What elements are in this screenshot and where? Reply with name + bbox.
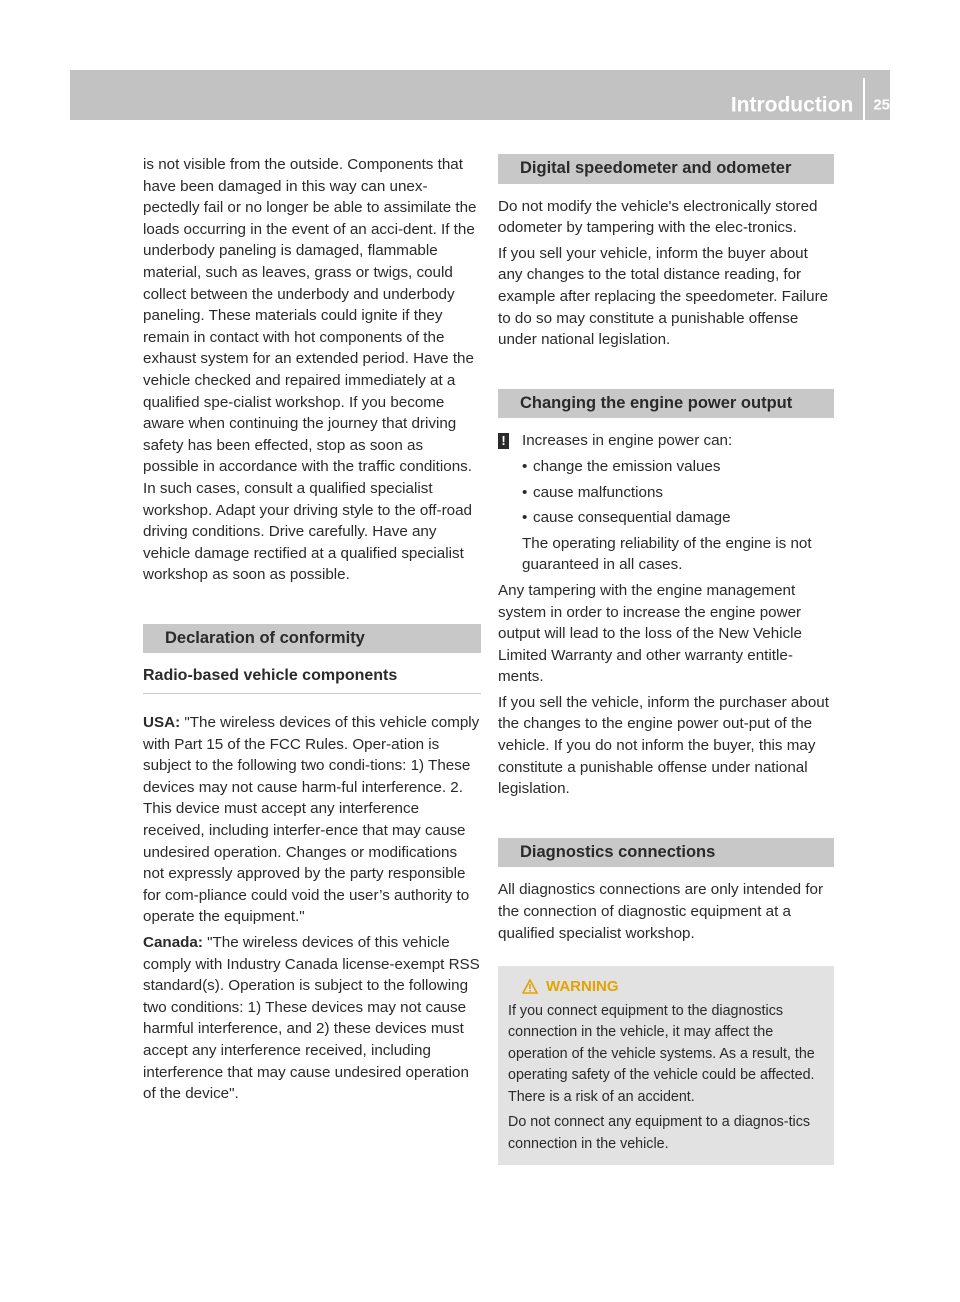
canada-text: "The wireless devices of this vehicle comply with Industry Canada license-exempt RSS standard(s). Operation is subject to the following two conditions: 1) These devices may not cause harmful interference, and 2) these devices must accept any interference received, including interference that may cause undesired operation of the device". [143, 934, 480, 1103]
declaration-heading: Declaration of conformity [143, 624, 481, 654]
engine-note [498, 430, 834, 452]
header-separator [863, 78, 865, 122]
engine-note-text: Increases in engine power can: [522, 432, 733, 450]
warning-box [498, 966, 834, 1165]
engine-paragraph-1: Any tampering with the engine management system in order to increase the engine power output will lead to the loss of the New Vehicle Limited Warranty and other warranty entitle-ments. [498, 581, 802, 686]
engine-power-heading: Changing the engine power output [498, 389, 834, 419]
engine-note-end: The operating reliability of the engine is not guaranteed in all cases. [522, 534, 812, 574]
right-column [498, 154, 834, 1165]
speedometer-heading: Digital speedometer and odometer [498, 154, 834, 184]
page-header [690, 90, 890, 122]
page-number: 25 [873, 96, 890, 114]
engine-bullet-list [498, 456, 834, 529]
chapter-title: Introduction [730, 93, 854, 117]
diagnostics-heading: Diagnostics connections [498, 838, 834, 868]
underbody-paragraph: is not visible from the outside. Components that have been damaged in this way can unex-pectedly fail or no longer be able to assimilate the loads occurring in the event of an acci-dent. If the underbody paneling is damaged, flammable material, such as leaves, grass or twigs, could collect between the underbody and underbody paneling. These materials could ignite if they remain in contact with hot components of the exhaust system for an extended period. Have the vehicle checked and repaired immediately at a qualified spe-cialist workshop. If you become aware when continuing the journey that driving safety has been effected, stop as soon as possible in accordance with the traffic conditions. In such cases, consult a qualified specialist workshop. Adapt your driving style to the off-road driving conditions. Drive carefully. Have any vehicle damage rectified at a qualified specialist workshop as soon as possible. [143, 156, 477, 584]
warning-paragraph-1: If you connect equipment to the diagnostics connection in the vehicle, it may affect the operation of the vehicle systems. As a result, the operating safety of the vehicle could be affected. There is a risk of an accident. [508, 1002, 815, 1105]
speedometer-paragraph-2: If you sell your vehicle, inform the buyer about any changes to the total distance reading, for example after replacing the speedometer. Failure to do so may constitute a punishable offense under national legislation. [498, 244, 829, 349]
usa-text: "The wireless devices of this vehicle comply with Part 15 of the FCC Rules. Oper-ation is subject to the following two condi-tions: 1) These devices may not cause harm-ful interference. 2. This device must accept any interference received, including interfer-ence that may cause undesired operation. Changes or modifications not expressly approved by the party responsible for com-pliance could void the user’s authority to operate the equipment." [143, 714, 480, 926]
usa-paragraph [143, 712, 481, 928]
warning-title-text: WARNING [546, 978, 619, 996]
warning-triangle-icon [522, 979, 538, 994]
engine-paragraph-2: If you sell the vehicle, inform the purchaser about the changes to the engine power out-put of the vehicle. If you do not inform the buyer, this may constitute a punishable offense under national legislation. [498, 693, 829, 798]
radio-components-subheading: Radio-based vehicle components [143, 665, 481, 694]
canada-paragraph [143, 932, 481, 1105]
exclamation-icon: ! [498, 433, 509, 449]
canada-label: Canada: [143, 934, 203, 951]
list-item: • change the emission values [522, 456, 834, 478]
left-column [143, 154, 481, 1109]
speedometer-paragraph-1: Do not modify the vehicle's electronically stored odometer by tampering with the elec-tronics. [498, 197, 818, 237]
diagnostics-paragraph: All diagnostics connections are only intended for the connection of diagnostic equipment at a qualified specialist workshop. [498, 881, 824, 942]
usa-label: USA: [143, 714, 181, 732]
warning-heading [508, 976, 824, 998]
list-item: • cause malfunctions [522, 482, 834, 504]
list-item: • cause consequential damage [522, 507, 834, 529]
warning-paragraph-2: Do not connect any equipment to a diagnos-tics connection in the vehicle. [508, 1114, 811, 1152]
